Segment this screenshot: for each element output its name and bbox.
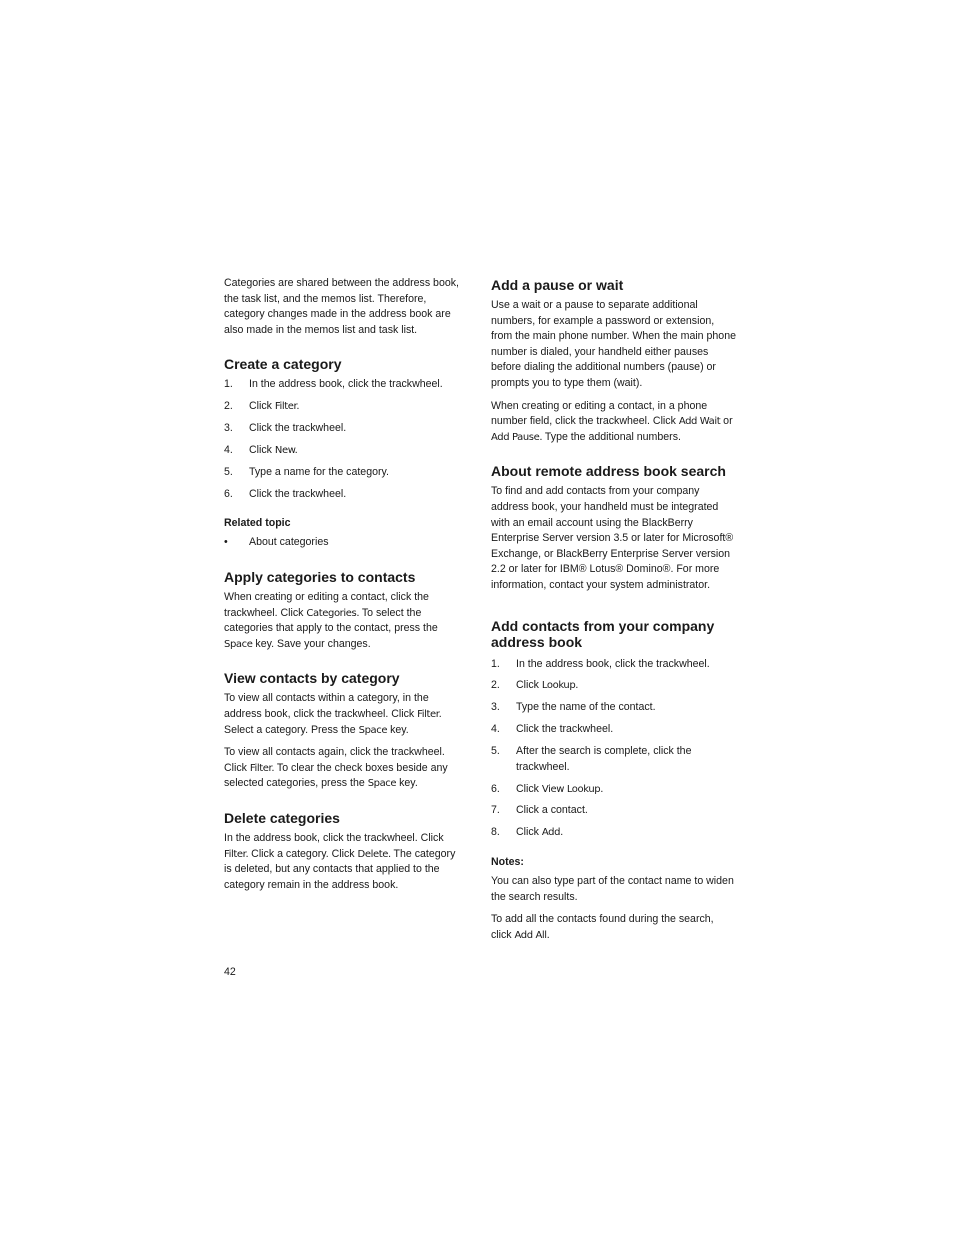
step-1: 1. In the address book, click the trackwheel. — [224, 378, 443, 391]
pause-paragraph-2: When creating or editing a contact, in a phone number field, click the trackwheel. Click Add Wait or Add Pause. Type the additional numbers. — [491, 399, 733, 443]
pause-paragraph-1: Use a wait or a pause to separate additional numbers, for example a password or extension, from the main phone number. When the main phone number is dialed, your handheld either pauses before dialing the additional numbers (pause) or prompts you to type them (wait). — [491, 299, 736, 389]
step-6: 6. Click View Lookup. — [491, 782, 603, 795]
notes-heading: Notes: — [491, 855, 524, 868]
note-1: You can also type part of the contact name to widen the search results. — [491, 874, 734, 903]
ui-term: Filter. — [224, 848, 249, 860]
step-3: 3. Type the name of the contact. — [491, 701, 656, 714]
heading-view-by-category: View contacts by category — [224, 670, 400, 687]
step-7: 7. Click a contact. — [491, 804, 588, 817]
step-2: 2. Click Lookup. — [491, 679, 579, 692]
ui-term: Categories. — [306, 607, 360, 619]
create-category-steps — [224, 377, 464, 502]
ui-term: Add Pause. — [491, 431, 543, 443]
bullet-icon: • — [224, 536, 228, 549]
related-topic-item: • About categories — [224, 535, 464, 551]
step-6: 6. Click the trackwheel. — [224, 487, 347, 500]
ui-term: Filter. — [274, 401, 300, 413]
heading-apply-categories: Apply categories to contacts — [224, 569, 416, 586]
related-topic-heading: Related topic — [224, 517, 291, 530]
step-5: 5. After the search is complete, click the trackwheel. — [491, 745, 692, 773]
ui-term: Filter. — [249, 762, 275, 774]
ui-term: New. — [274, 445, 298, 457]
ui-term: Delete. — [357, 848, 391, 860]
add-contacts-steps — [491, 657, 736, 841]
ui-term: Space — [358, 724, 388, 736]
ui-term: Lookup. — [541, 680, 579, 692]
page-number: 42 — [224, 966, 236, 978]
ui-term: View Lookup. — [541, 783, 603, 795]
related-topic-list — [224, 535, 464, 551]
step-4: 4. Click the trackwheel. — [491, 723, 614, 736]
ui-term: Filter. — [417, 708, 442, 720]
step-2: 2. Click Filter. — [224, 400, 300, 413]
heading-create-category: Create a category — [224, 356, 342, 373]
intro-paragraph: Categories are shared between the address book, the task list, and the memos list. Therefore, category changes made in the address book are also made in the memos list and task list. — [224, 277, 459, 336]
step-5: 5. Type a name for the category. — [224, 465, 389, 478]
remote-paragraph: To find and add contacts from your company address book, your handheld must be integrated with an email account using the BlackBerry Enterprise Server version 3.5 or later for Microsoft® Exchange, or BlackBerry Enterprise Server version 2.2 or later for IBM® Lotus® Domino®. For more information, contact your system administrator. — [491, 485, 734, 591]
note-2: To add all the contacts found during the search, click Add All. — [491, 913, 714, 941]
ui-term: Add Wait — [678, 416, 721, 428]
heading-delete-categories: Delete categories — [224, 809, 340, 826]
view-paragraph-2: To view all contacts again, click the trackwheel. Click Filter. To clear the check boxes beside any selected categories, press the Space key. — [224, 746, 448, 790]
ui-term: Add All. — [514, 929, 550, 941]
left-column — [224, 276, 464, 900]
step-3: 3. Click the trackwheel. — [224, 422, 347, 435]
delete-paragraph: In the address book, click the trackwheel. Click Filter. Click a category. Click Delete. The category is deleted, but any contacts that applied to the category remain in the address book. — [224, 831, 456, 891]
step-8: 8. Click Add. — [491, 826, 563, 839]
ui-term: Space — [224, 638, 253, 650]
step-4: 4. Click New. — [224, 444, 298, 457]
ui-term: Add. — [541, 827, 563, 839]
right-column — [491, 276, 736, 950]
ui-term: Space — [367, 778, 397, 790]
step-1: 1. In the address book, click the trackwheel. — [491, 657, 710, 670]
view-paragraph-1: To view all contacts within a category, in the address book, click the trackwheel. Click Filter. Select a category. Press the Space key. — [224, 692, 442, 736]
apply-paragraph: When creating or editing a contact, click the trackwheel. Click Categories. To select the categories that apply to the contact, press the Space key. Save your changes. — [224, 591, 438, 650]
heading-add-contacts: Add contacts from your company address book — [491, 617, 715, 650]
heading-add-pause: Add a pause or wait — [491, 277, 624, 293]
heading-remote-search: About remote address book search — [491, 463, 726, 480]
